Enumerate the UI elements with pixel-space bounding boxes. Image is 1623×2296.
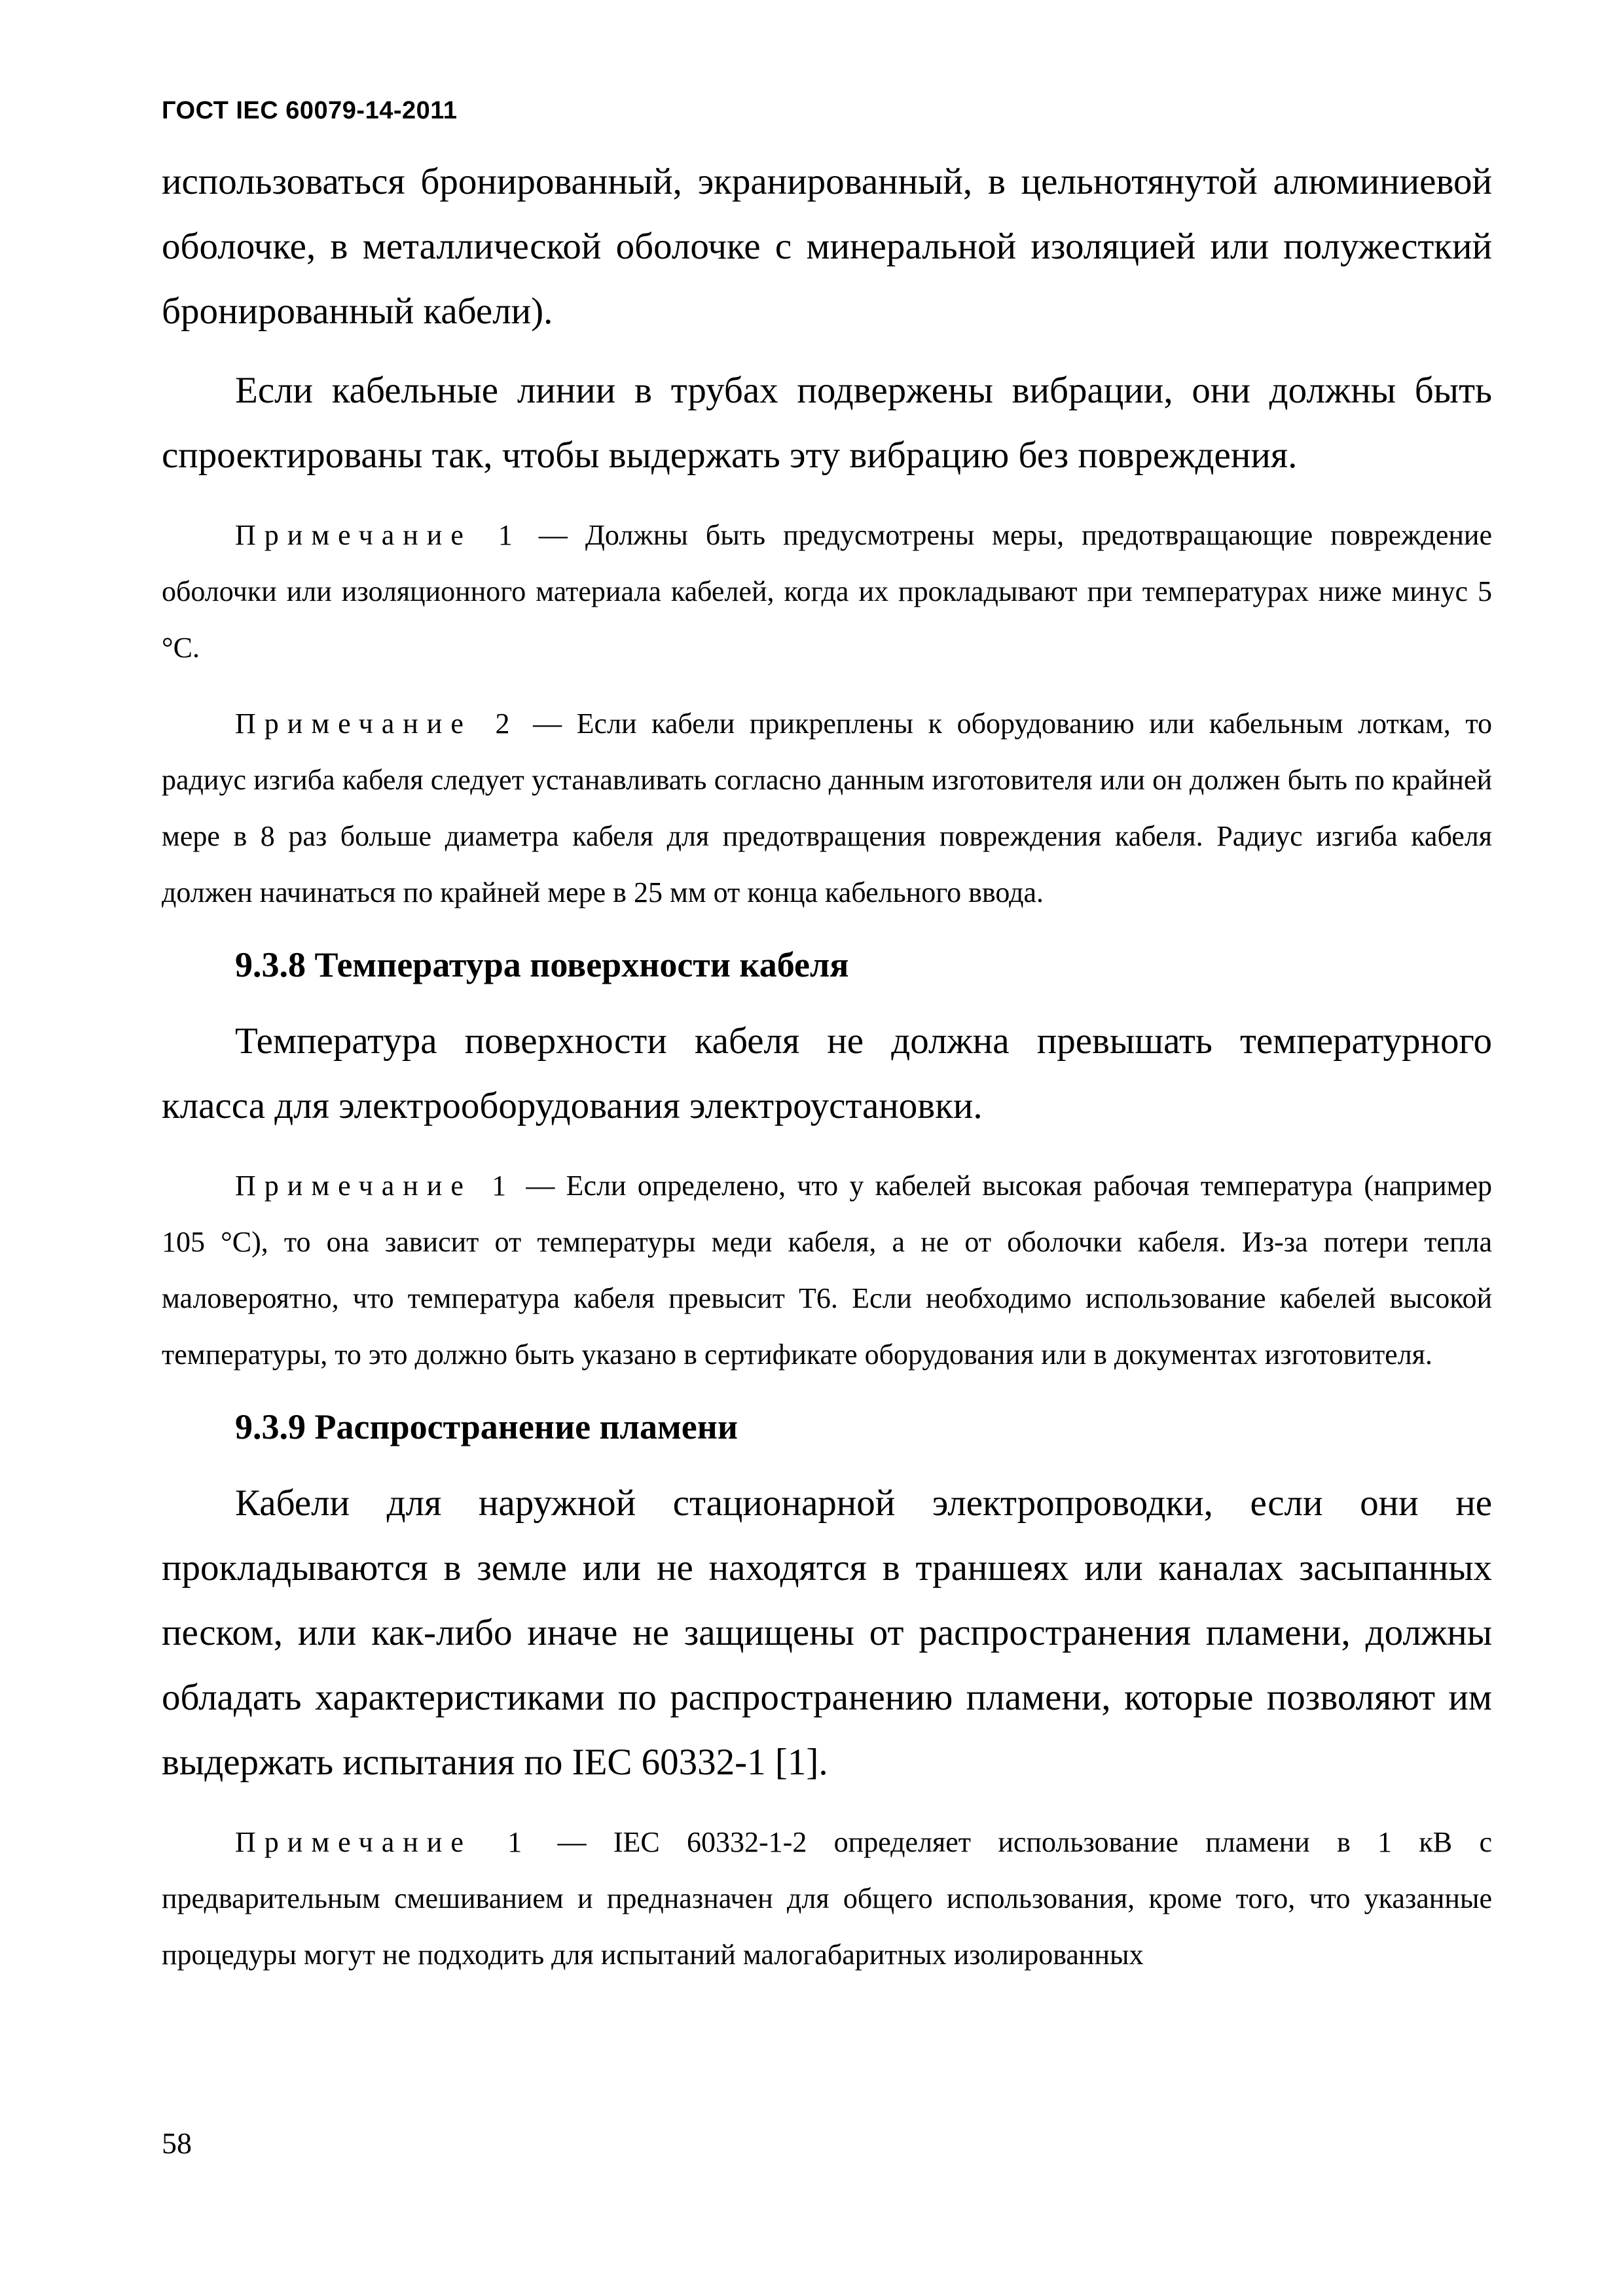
section-heading-9-3-8: 9.3.8 Температура поверхности кабеля <box>235 945 849 984</box>
paragraph-flame-propagation: Кабели для наружной стационарной электропроводки, если они не прокладываются в земле или не находятся в траншеях или каналах засыпанных песком, или как-либо иначе не защищены от распространения пламени, должны обладать характеристиками по распространению пламени, которые позволяют им выдержать испытания по IEC 60332-1 [1]. <box>162 1482 1492 1783</box>
note-2-bend-radius <box>162 696 1492 921</box>
note-label: Примечание 2 <box>235 708 519 740</box>
paragraph-surface-temperature: Температура поверхности кабеля не должна превышать температурного класса для электрооборудования электроустановки. <box>162 1020 1492 1126</box>
note-1-iec-60332 <box>162 1814 1492 1983</box>
note-text: — Если кабели прикреплены к оборудованию или кабельным лоткам, то радиус изгиба кабеля следует устанавливать согласно данным изготовителя или он должен быть по крайней мере в 8 раз больше диаметра кабеля для предотвращения повреждения кабеля. Радиус изгиба кабеля должен начинаться по крайней мере в 25 мм от конца кабельного ввода. <box>162 708 1492 908</box>
note-label: Примечание 1 <box>235 1826 531 1858</box>
note-text: — Должны быть предусмотрены меры, предотвращающие повреждение оболочки или изоляционного материала кабелей, когда их прокладывают при температурах ниже минус 5 °С. <box>162 519 1492 664</box>
note-1-high-temperature <box>162 1158 1492 1383</box>
standard-header: ГОСТ IEC 60079-14-2011 <box>162 97 458 124</box>
section-heading-9-3-9: 9.3.9 Распространение пламени <box>235 1407 738 1446</box>
paragraph-continuation: использоваться бронированный, экранированный, в цельнотянутой алюминиевой оболочке, в металлической оболочке с минеральной изоляцией или полужесткий бронированный кабели). <box>162 161 1492 332</box>
note-text: — IEC 60332-1-2 определяет использование пламени в 1 кВ с предварительным смешиванием и предназначен для общего использования, кроме того, что указанные процедуры могут не подходить для испытаний малогабаритных изолированных <box>162 1826 1492 1971</box>
note-text: — Если определено, что у кабелей высокая рабочая температура (например 105 °С), то она зависит от температуры меди кабеля, а не от оболочки кабеля. Из-за потери тепла маловероятно, что температура кабеля превысит Т6. Если необходимо использование кабелей высокой температуры, то это должно быть указано в сертификате оборудования или в документах изготовителя. <box>162 1170 1492 1371</box>
page-content <box>162 149 1492 1983</box>
note-1-cold <box>162 507 1492 676</box>
note-label: Примечание 1 <box>235 1170 515 1202</box>
note-label: Примечание 1 <box>235 519 521 551</box>
page-number: 58 <box>162 2126 192 2160</box>
paragraph-vibration: Если кабельные линии в трубах подвержены вибрации, они должны быть спроектированы так, чтобы выдержать эту вибрацию без повреждения. <box>162 370 1492 476</box>
